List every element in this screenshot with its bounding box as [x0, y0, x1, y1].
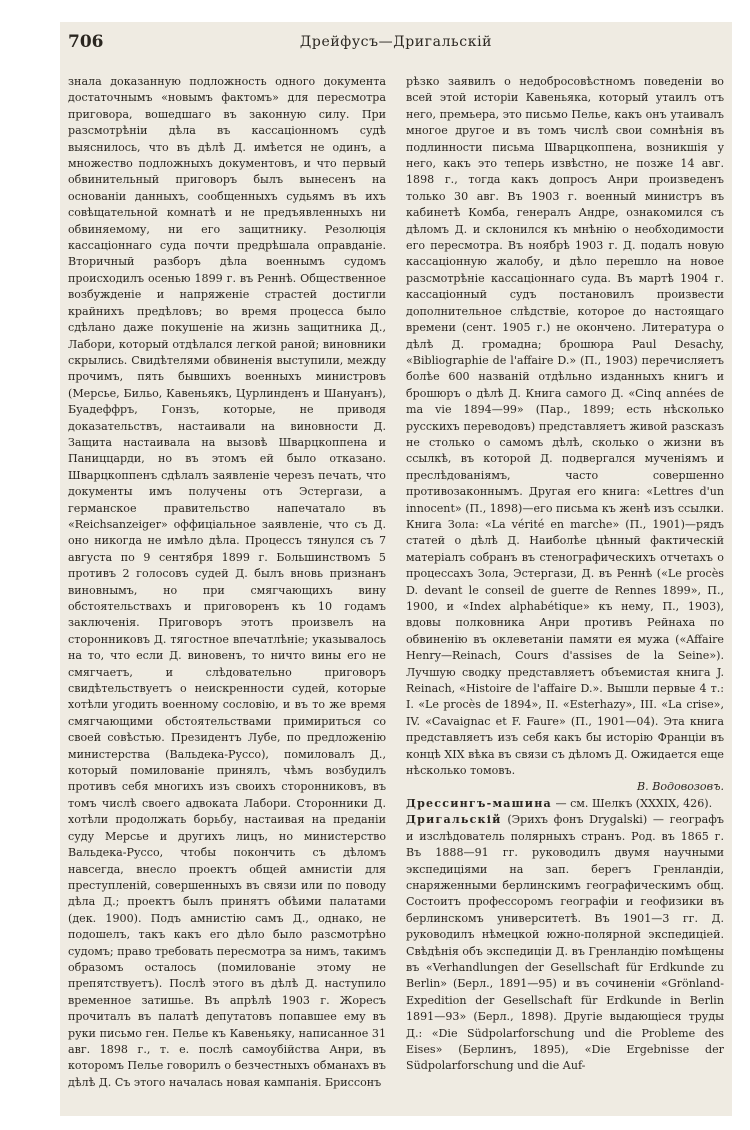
dreyfus-article-text: рѣзко заявилъ о недобросовѣстномъ поведеніи во всей этой исторіи Кавеньяка, который утаилъ отъ него, премьера, это письмо Пелье, какъ онъ утаивалъ многое другое и въ томъ числѣ свои сомнѣнія въ подлинности письма Шварцкоппена, возникшія у него, какъ это теперь извѣстно, не позже 14 авг. 1898 г., тогда какъ допросъ Анри произведенъ только 30 авг. Въ 1903 г. военный министръ въ кабинетѣ Комба, генералъ Андре, ознакомился съ дѣломъ Д. и склонился къ мнѣнію о необходимости его пересмотра. Въ ноябрѣ 1903 г. Д. подалъ новую кассаціонную жалобу, и дѣло перешло на новое разсмотрѣніе кассаціоннаго суда. Въ мартѣ 1904 г. кассаціонный судъ постановилъ произвести дополнительное слѣдствіе, которое до настоящаго времени (сент. 1905 г.) не окончено. Литература о дѣлѣ Д. громадна; брошюра Paul Desachy, «Bibliographie de l'affaire D.» (П., 1903) перечисляетъ болѣе 600 названій отдѣльно изданныхъ книгъ и брошюръ о дѣлѣ Д. Книга самого Д. «Cinq années de ma vie 1894—99» (Пар., 1899; есть нѣсколько русскихъ переводовъ) представляетъ живой разсказъ не столько о самомъ дѣлѣ, сколько о жизни въ ссылкѣ, въ которой Д. подвергался мученіямъ и преслѣдованіямъ, часто совершенно противозаконнымъ. Другая его книга: «Lettres d'un innocent» (П., 1898)—его письма къ женѣ изъ ссылки. Книга Зола: «La vérité en marche» (П., 1901)—рядъ статей о дѣлѣ Д. Наиболѣе цѣнный фактическій матеріалъ собранъ въ стенографическихъ отчетахъ о процессахъ Зола, Эстергази, Д. въ Реннѣ («Le procès D. devant le conseil de guerre de Rennes 1899», П., 1900, и «Index alphabétique» къ нему, П., 1903), вдовы полковника Анри противъ Рейнаха по обвиненію въ оклеветаніи памяти ея мужа («Affaire Henry—Reinach, Cours d'assises de la Seine»). Лучшую сводку представляетъ объемистая книга J. Reinach, «Histoire de l'affaire D.». Вышли первые 4 т.: I. «Le procès de 1894», II. «Esterhazy», III. «La crise», IV. «Cavaignac et F. Faure» (П., 1901—04). Эта книга представляетъ изъ себя какъ бы исторію Франціи въ концѣ XIX вѣка въ связи съ дѣломъ Д. Ожидается еще нѣсколько томовъ.	[406, 75, 724, 778]
dressing-headword: Дрессингъ-машина	[406, 796, 552, 810]
drygalski-headword: Дригальскій	[406, 813, 502, 827]
page-number: 706	[68, 32, 104, 52]
drygalski-entry	[406, 812, 724, 1075]
page-header	[60, 22, 732, 52]
dressing-entry	[406, 796, 724, 812]
dreyfus-article-end	[406, 74, 724, 779]
signature-line	[406, 779, 724, 795]
author-signature: В. Водовозовъ.	[637, 780, 724, 794]
left-column	[68, 74, 386, 1110]
right-column	[406, 74, 724, 1110]
dreyfus-article-continuation: знала доказанную подложность одного документа достаточнымъ «новымъ фактомъ» для пересмотра приговора, вошедшаго въ законную силу. При разсмотрѣніи дѣла въ кассаціонномъ судѣ выяснилось, что въ дѣлѣ Д. имѣется не одинъ, а множество подложныхъ документовъ, и что первый обвинительный приговоръ былъ вынесенъ на основаніи данныхъ, сообщенныхъ судьямъ въ ихъ совѣщательной комнатѣ и не предъявленныхъ ни обвиняемому, ни его защитнику. Резолюція кассаціоннаго суда почти предрѣшала оправданіе. Вторичный разборъ дѣла военнымъ судомъ происходилъ осенью 1899 г. въ Реннѣ. Общественное возбужденіе и напряженіе страстей достигли крайнихъ предѣловъ; во время процесса было сдѣлано даже покушеніе на жизнь защитника Д., Лабори, который отдѣлался легкой раной; виновники скрылись. Свидѣтелями обвиненія выступили, между прочимъ, пять бывшихъ военныхъ министровъ (Мерсье, Бильо, Кавеньякъ, Цурлинденъ и Шануанъ), Буадеффръ, Гонзъ, которые, не приводя доказательствъ, настаивали на виновности Д. Защита настаивала на вызовѣ Шварцкоппена и Паниццарди, но въ этомъ ей было отказано. Шварцкоппенъ сдѣлалъ заявленіе черезъ печать, что документы имъ получены отъ Эстергази, а германское правительство напечатало въ «Reichsanzeiger» оффиціальное заявленіе, что съ Д. оно никогда не имѣло дѣла. Процессъ тянулся съ 7 августа по 9 сентября 1899 г. Большинствомъ 5 противъ 2 голосовъ судей Д. былъ вновь признанъ виновнымъ, но при смягчающихъ вину обстоятельствахъ и приговоренъ къ 10 годамъ заключенія. Приговоръ этотъ произвелъ на сторонниковъ Д. тягостное впечатлѣніе; указывалось на то, что если Д. виновенъ, то ничто вины его не смягчаетъ, и слѣдовательно приговоръ свидѣтельствуетъ о неискренности судей, которые хотѣли угодить военному сословію, и въ то же время смягчающими обстоятельствами примириться со своей совѣстью. Президентъ Лубе, по предложенію министерства (Вальдека-Руссо), помиловалъ Д., который помилованіе принялъ, чѣмъ возбудилъ противъ себя многихъ изъ своихъ сторонниковъ, въ томъ числѣ своего адвоката Лабори. Сторонники Д. хотѣли продолжать борьбу, настаивая на преданіи суду Мерсье и другихъ лицъ, но министерство Вальдека-Руссо, чтобы покончить съ дѣломъ навсегда, внесло проектъ общей амнистіи для преступленій, совершенныхъ въ связи или по поводу дѣла Д.; проектъ былъ принятъ обѣими палатами (дек. 1900). Подъ амнистію самъ Д., однако, не подошелъ, такъ какъ его дѣло было разсмотрѣно судомъ; право требовать пересмотра за нимъ, такимъ образомъ осталось (помилованіе этому не препятствуетъ). Послѣ этого въ дѣлѣ Д. наступило временное затишье. Въ апрѣлѣ 1903 г. Жоресъ прочиталъ въ палатѣ депутатовъ попавшее ему въ руки письмо ген. Пелье къ Кавеньяку, написанное 31 авг. 1898 г., т. е. послѣ самоубійства Анри, въ которомъ Пелье говорилъ о безчестныхъ обманахъ въ дѣлѣ Д. Съ этого началась новая кампанія. Бриссонъ	[68, 75, 386, 1089]
encyclopedia-page	[60, 22, 732, 1116]
dressing-text: — см. Шелкъ (XXXIX, 426).	[555, 796, 713, 810]
running-title: Дрейфусъ—Дригальскій	[299, 34, 493, 50]
drygalski-text: (Эрихъ фонъ Drygalski) — географъ и изслѣдователь полярныхъ странъ. Род. въ 1865 г. Въ 1888—91 гг. руководилъ двумя научными экспедиціями на зап. берегъ Гренландіи, снаряженными берлинскимъ географическимъ общ. Состоитъ профессоромъ географіи и геофизики въ берлинскомъ университетѣ. Въ 1901—3 гг. Д. руководилъ нѣмецкой южно-полярной экспедиціей. Свѣдѣнія объ экспедиціи Д. въ Гренландію помѣщены въ «Verhandlungen der Gesellschaft für Erdkunde zu Berlin» (Берл., 1891—95) и въ сочиненіи «Grönland-Expedition der Gesellschaft für Erdkunde in Berlin 1891—93» (Берл., 1898). Другіе выдающіеся труды Д.: «Die Südpolarforschung und die Probleme des Eises» (Берлинъ, 1895), «Die Ergebnisse der Südpolarforschung und die Auf-	[406, 813, 724, 1073]
